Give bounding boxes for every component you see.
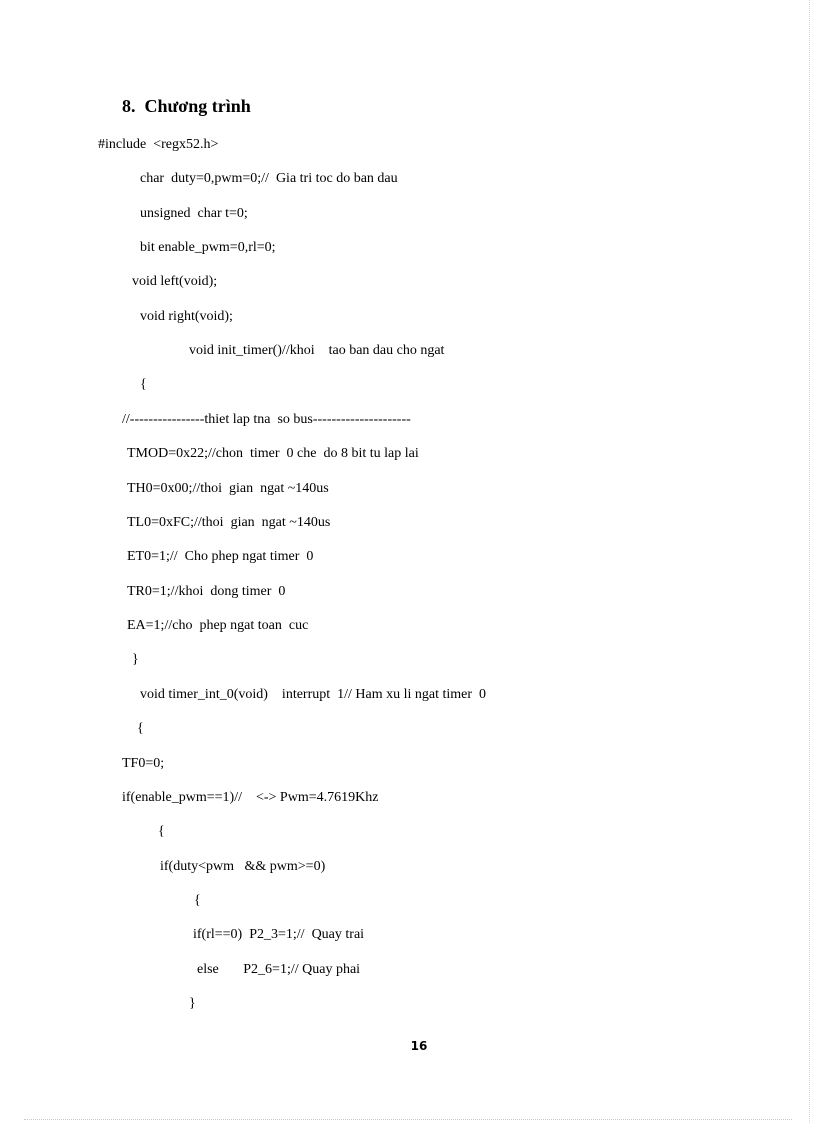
code-line: bit enable_pwm=0,rl=0; — [140, 240, 276, 255]
code-line: TMOD=0x22;//chon timer 0 che do 8 bit tu lap lai — [127, 446, 419, 461]
code-line: TF0=0; — [122, 756, 165, 771]
code-line: { — [140, 377, 147, 392]
code-line: void timer_int_0(void) interrupt 1// Ham xu li ngat timer 0 — [140, 687, 487, 702]
code-line: TR0=1;//khoi dong timer 0 — [127, 584, 286, 599]
page-right-edge — [809, 0, 810, 1123]
code-line: void right(void); — [140, 309, 233, 324]
code-line: EA=1;//cho phep ngat toan cuc — [127, 618, 309, 633]
section-heading: 8. Chương trình — [122, 96, 251, 116]
page-bottom-divider — [24, 1119, 792, 1120]
code-line: { — [137, 721, 144, 736]
code-line: TL0=0xFC;//thoi gian ngat ~140us — [127, 515, 331, 530]
code-line: } — [132, 652, 139, 667]
code-line: } — [189, 996, 196, 1011]
page-number: 16 — [410, 1039, 428, 1053]
code-line: { — [158, 824, 165, 839]
code-line: unsigned char t=0; — [140, 206, 248, 221]
code-line: if(rl==0) P2_3=1;// Quay trai — [193, 927, 365, 942]
code-line: if(enable_pwm==1)// <-> Pwm=4.7619Khz — [122, 790, 379, 805]
code-line: else P2_6=1;// Quay phai — [197, 962, 361, 977]
code-line: TH0=0x00;//thoi gian ngat ~140us — [127, 481, 329, 496]
code-line: if(duty<pwm && pwm>=0) — [160, 859, 326, 874]
code-line: char duty=0,pwm=0;// Gia tri toc do ban dau — [140, 171, 398, 186]
code-line: //----------------thiet lap tna so bus--------------------- — [122, 412, 411, 427]
code-line: { — [194, 893, 201, 908]
code-line: ET0=1;// Cho phep ngat timer 0 — [127, 549, 314, 564]
code-line: #include <regx52.h> — [98, 137, 219, 152]
code-line: void init_timer()//khoi tao ban dau cho ngat — [189, 343, 445, 358]
code-line: void left(void); — [132, 274, 218, 289]
